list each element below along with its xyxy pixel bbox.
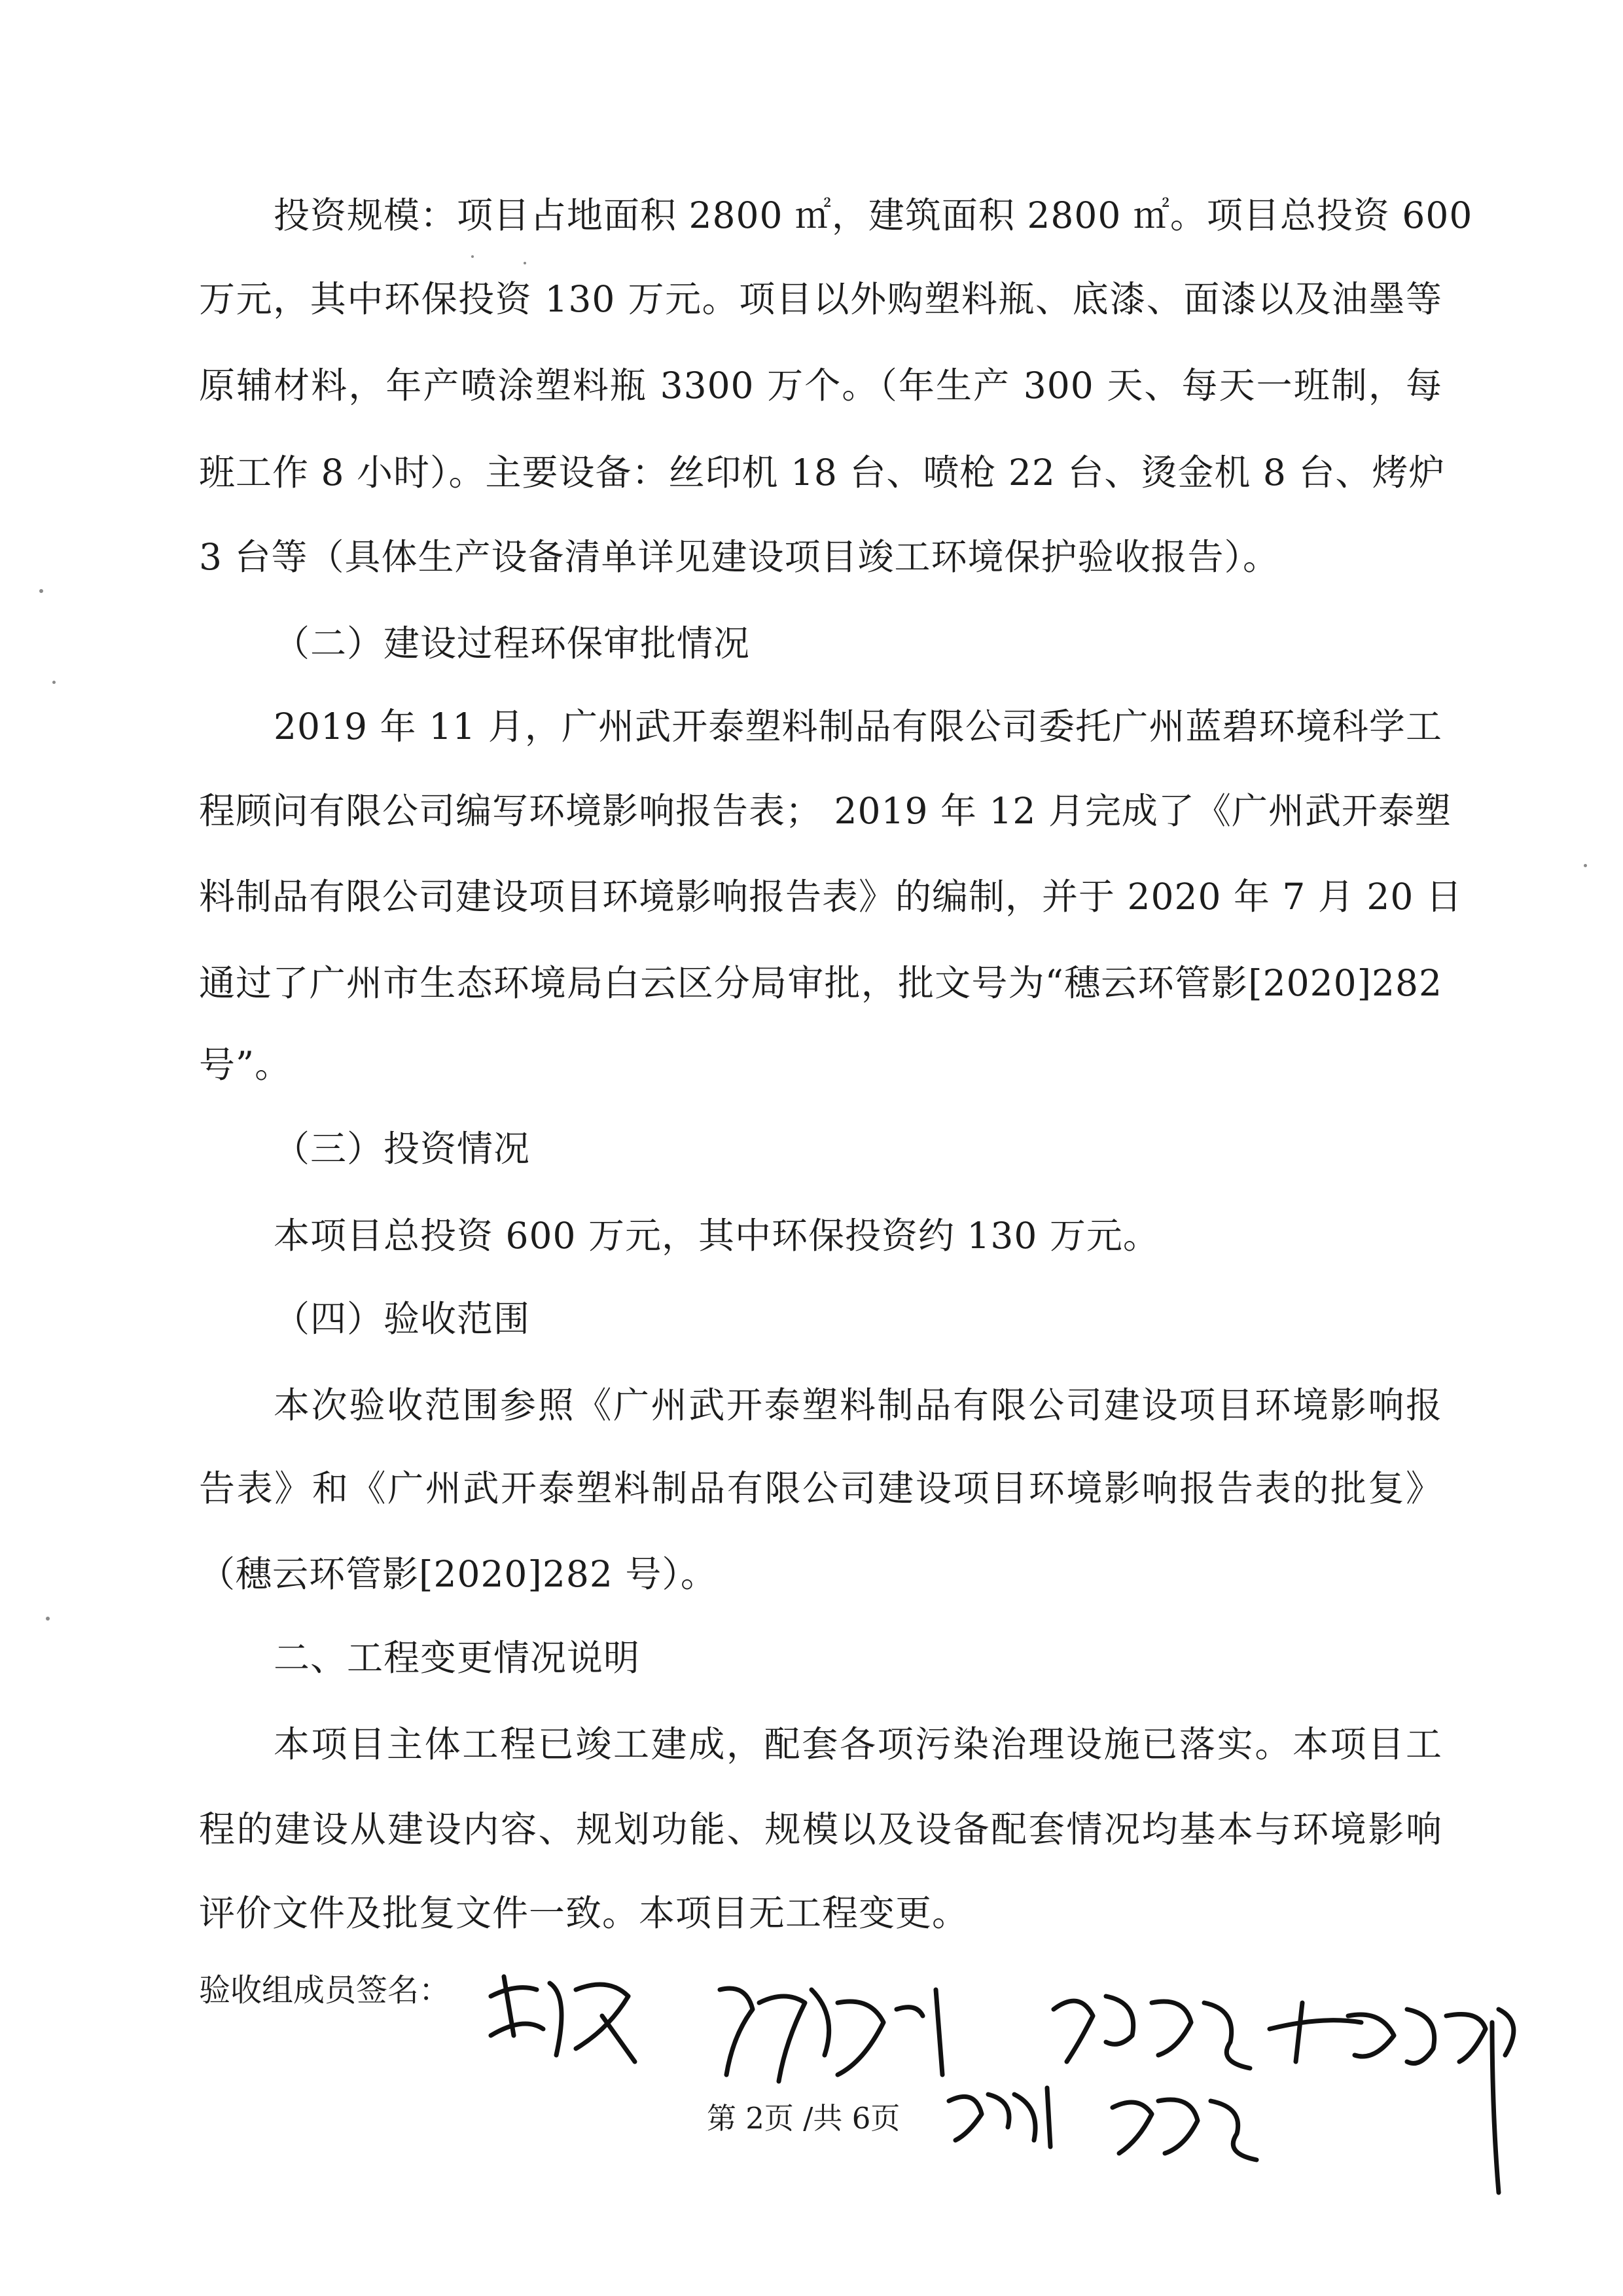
scan-speck (1584, 864, 1587, 867)
scan-speck (46, 1617, 50, 1621)
signature-1 (478, 1957, 648, 2075)
paragraph-line: 本项目主体工程已竣工建成，配套各项污染治理设施已落实。本项目工 (274, 1723, 1442, 1765)
signature-4 (1263, 1983, 1538, 2199)
section-heading: （二）建设过程环保审批情况 (274, 622, 751, 664)
paragraph-line: 本项目总投资 600 万元，其中环保投资约 130 万元。 (274, 1215, 1160, 1257)
paragraph-line: 告表》和《广州武开泰塑料制品有限公司建设项目环境影响报告表的批复》 (199, 1467, 1442, 1509)
paragraph-line: 号”。 (199, 1044, 292, 1086)
signature-5 (942, 2075, 1060, 2153)
page-number: 第 2页 /共 6页 (707, 2101, 901, 2136)
paragraph-line: 投资规模：项目占地面积 2800 ㎡，建筑面积 2800 ㎡。项目总投资 600 (274, 194, 1473, 236)
paragraph-line: 料制品有限公司建设项目环境影响报告表》的编制，并于 2020 年 7 月 20 日 (199, 876, 1463, 918)
scan-speck (39, 589, 43, 593)
paragraph-line: （穗云环管影[2020]282 号）。 (199, 1553, 717, 1595)
signature-6 (1099, 2075, 1270, 2166)
paragraph-line: 万元，其中环保投资 130 万元。项目以外购塑料瓶、底漆、面漆以及油墨等 (199, 278, 1442, 320)
section-heading: （三）投资情况 (274, 1128, 531, 1170)
paragraph-line: 本次验收范围参照《广州武开泰塑料制品有限公司建设项目环境影响报 (274, 1384, 1442, 1426)
paragraph-line: 2019 年 11 月，广州武开泰塑料制品有限公司委托广州蓝碧环境科学工 (274, 706, 1442, 747)
paragraph-line: 原辅材料，年产喷涂塑料瓶 3300 万个。（年生产 300 天、每天一班制，每 (199, 365, 1442, 406)
paragraph-line: 3 台等（具体生产设备清单详见建设项目竣工环境保护验收报告）。 (199, 536, 1279, 578)
paragraph-line: 通过了广州市生态环境局白云区分局审批，批文号为“穗云环管影[2020]282 (199, 962, 1442, 1004)
paragraph-line: 班工作 8 小时）。主要设备：丝印机 18 台、喷枪 22 台、烫金机 8 台、烤炉 (199, 452, 1446, 493)
paragraph-line: 评价文件及批复文件一致。本项目无工程变更。 (199, 1892, 969, 1934)
section-heading: 二、工程变更情况说明 (274, 1637, 641, 1679)
scan-speck (52, 681, 56, 684)
paragraph-line: 程的建设从建设内容、规划功能、规模以及设备配套情况均基本与环境影响 (199, 1808, 1442, 1850)
signature-2 (707, 1964, 982, 2094)
signature-label: 验收组成员签名： (199, 1972, 451, 2009)
signature-3 (1041, 1970, 1263, 2075)
paragraph-line: 程顾问有限公司编写环境影响报告表； 2019 年 12 月完成了《广州武开泰塑 (199, 790, 1452, 832)
section-heading: （四）验收范围 (274, 1298, 531, 1340)
scan-speck (524, 262, 526, 264)
scan-speck (471, 255, 474, 258)
